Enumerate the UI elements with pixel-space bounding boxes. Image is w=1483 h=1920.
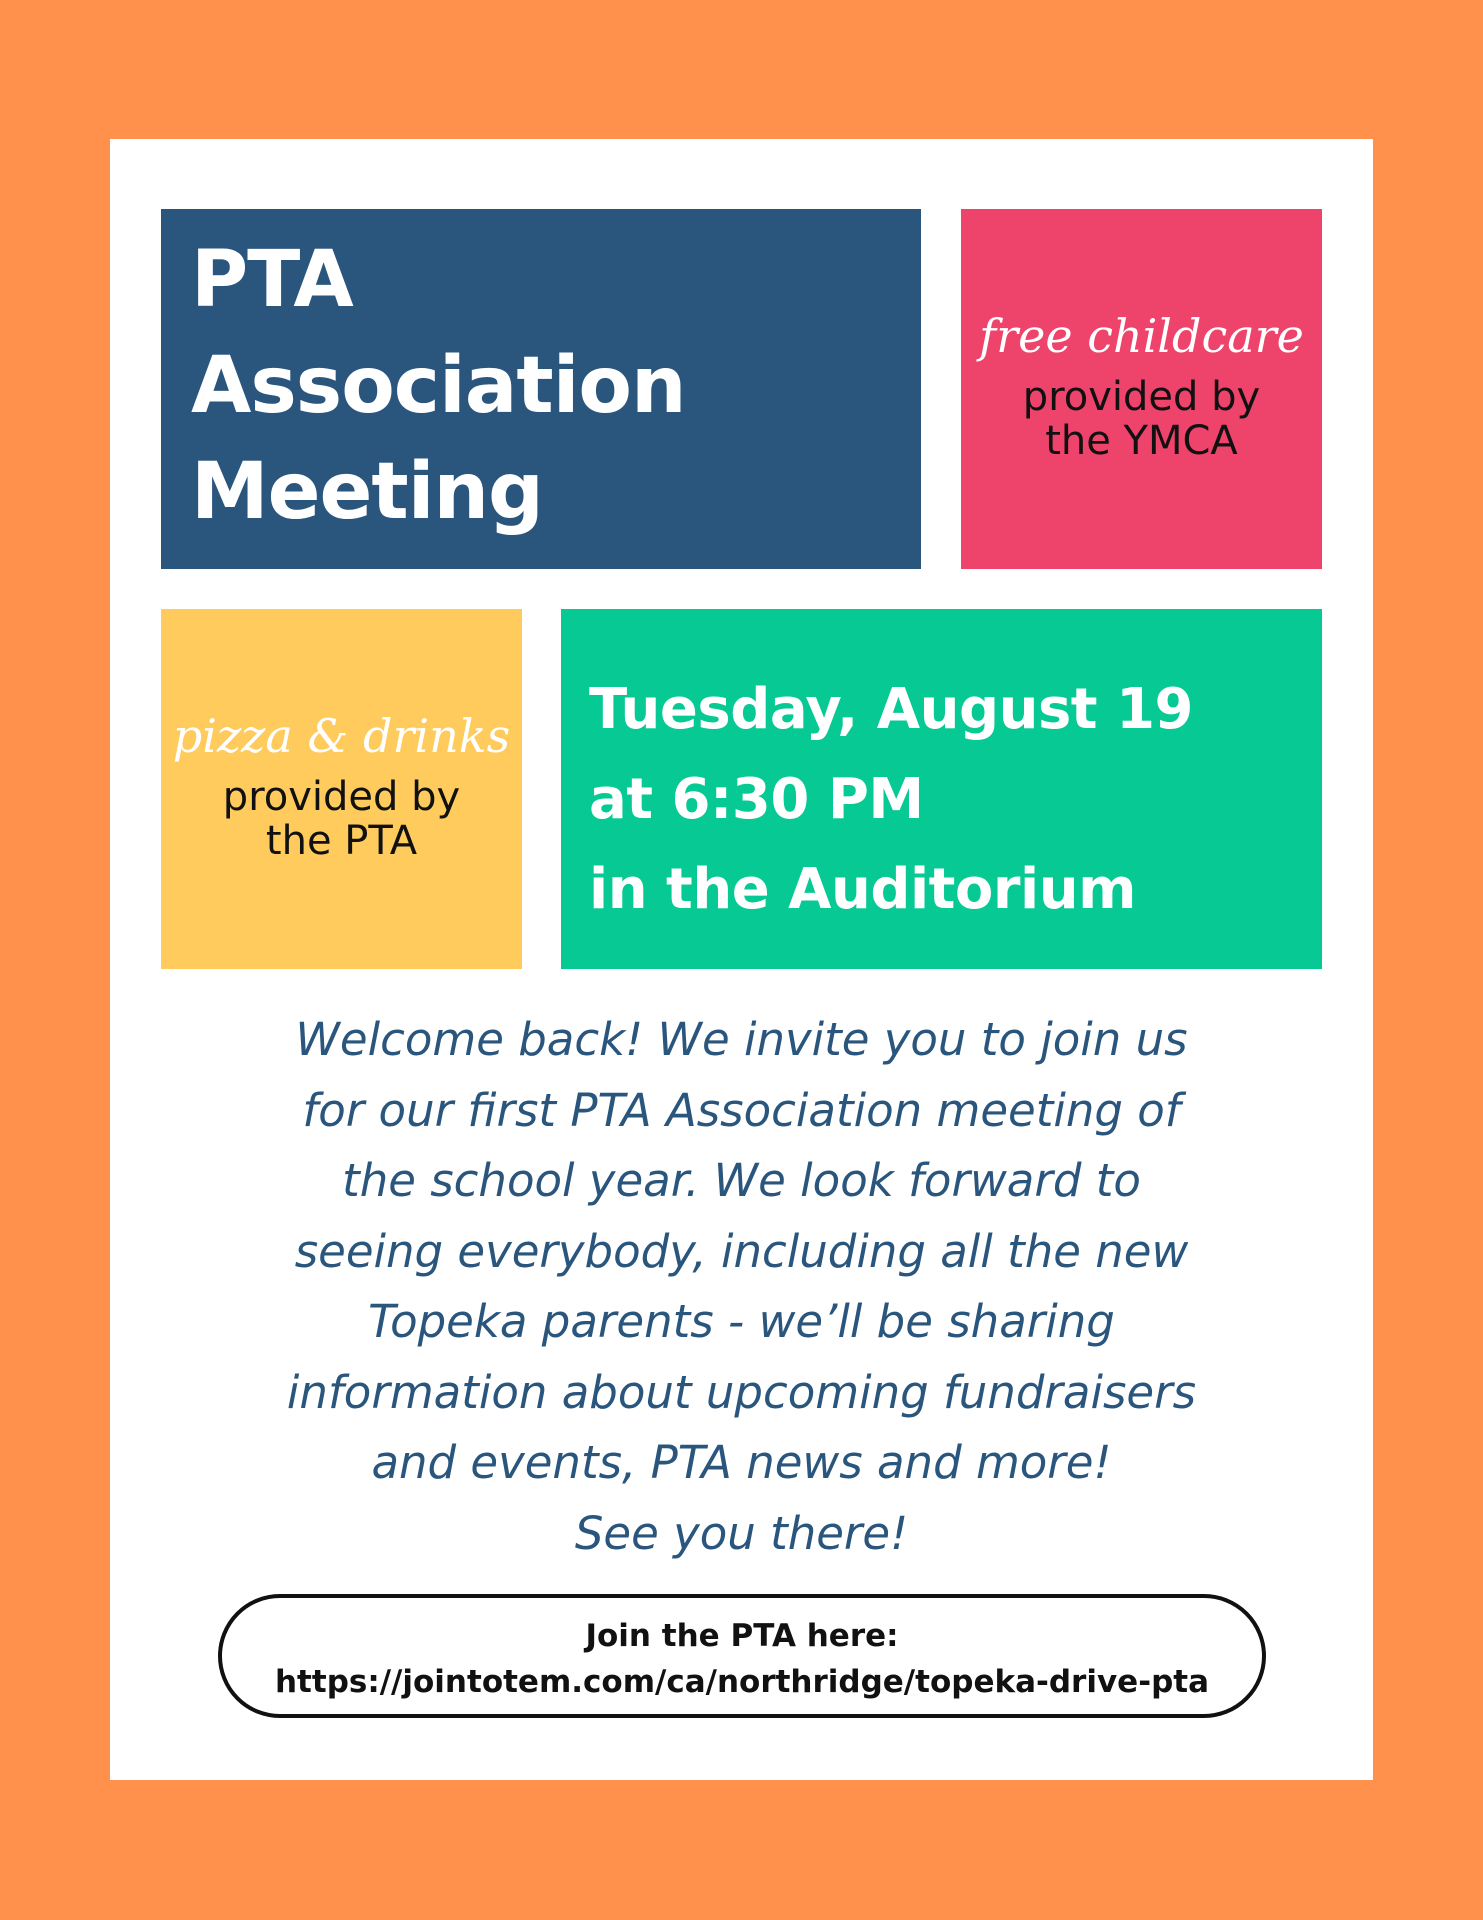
event-location: in the Auditorium [589, 857, 1136, 922]
childcare-provider-line-2: the YMCA [1045, 418, 1238, 464]
title-line-2: Association [191, 341, 686, 431]
childcare-provider-line-1: provided by [1022, 374, 1261, 420]
event-time: at 6:30 PM [589, 767, 924, 832]
food-provider-line-1: provided by [222, 774, 461, 820]
message-line-6: information about upcoming fundraisers [286, 1365, 1197, 1419]
title-block [161, 209, 921, 569]
title-line-3: Meeting [191, 447, 543, 537]
message-line-8: See you there! [574, 1506, 909, 1560]
welcome-message [161, 1005, 1322, 1569]
message-line-4: seeing everybody, including all the new [294, 1224, 1189, 1278]
message-line-7: and events, PTA news and more! [371, 1436, 1112, 1489]
message-line-3: the school year. We look forward to [342, 1154, 1141, 1207]
food-heading: pizza & drinks [172, 709, 511, 763]
event-date: Tuesday, August 19 [589, 677, 1193, 742]
event-details-block [561, 609, 1322, 969]
message-line-1: Welcome back! We invite you to join us [295, 1013, 1188, 1066]
message-line-2: for our first PTA Association meeting of [302, 1083, 1181, 1137]
join-label: Join the PTA here: [585, 1618, 899, 1654]
childcare-block [961, 209, 1322, 569]
join-url-link[interactable]: https://jointotem.com/ca/northridge/topeka-drive-pta [274, 1664, 1209, 1700]
childcare-heading: free childcare [979, 309, 1304, 363]
title-line-1: PTA [191, 235, 353, 325]
food-provider-line-2: the PTA [265, 818, 418, 864]
food-block [161, 609, 522, 969]
message-line-5: Topeka parents - we’ll be sharing [368, 1295, 1115, 1348]
join-pta-box [218, 1594, 1266, 1718]
